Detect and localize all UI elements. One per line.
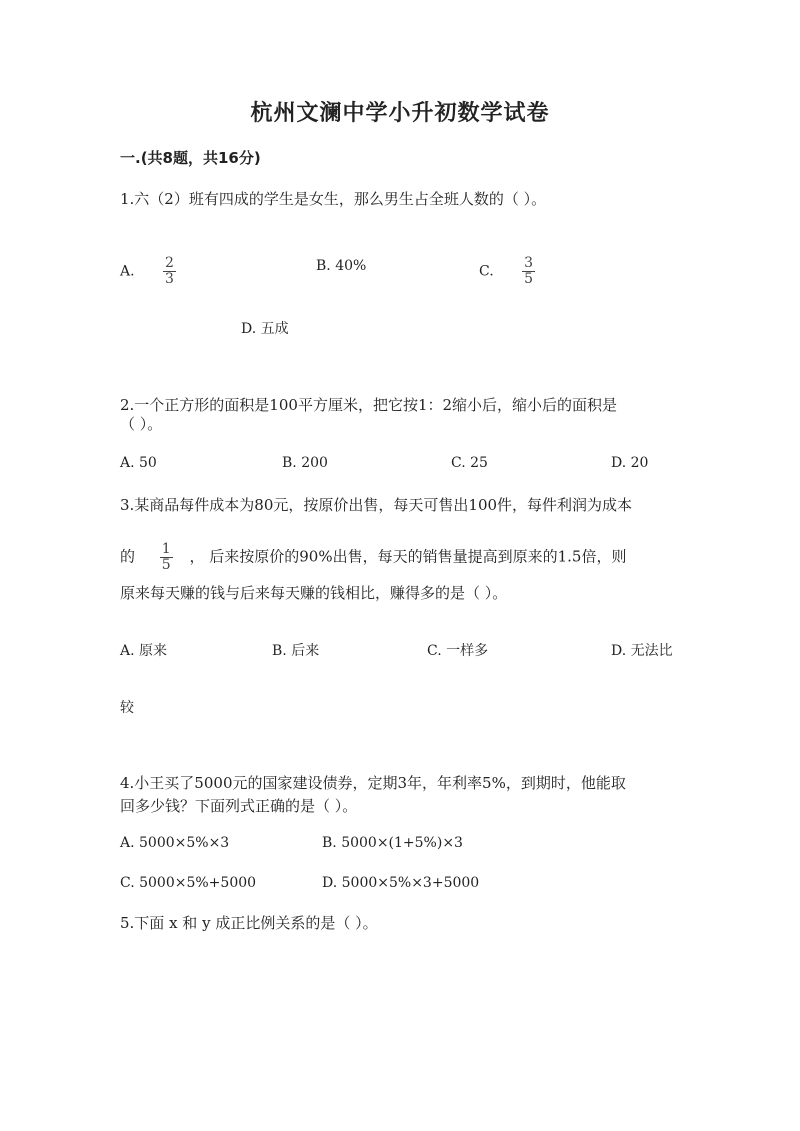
- q3-option-b[interactable]: B. 后来: [272, 643, 320, 659]
- q4-option-c[interactable]: C. 5000×5%+5000: [120, 875, 257, 891]
- section-header: 一.(共8题，共16分): [120, 149, 261, 167]
- q1-option-c-fraction: [522, 256, 535, 287]
- q3-option-d-continuation: 较: [120, 700, 134, 716]
- fraction-numerator: 2: [165, 255, 174, 271]
- q1-option-a-label: A.: [120, 263, 135, 280]
- question-3-text-line3: 原来每天赚的钱与后来每天赚的钱相比，赚得多的是（ ）。: [120, 584, 508, 602]
- q2-option-a[interactable]: A. 50: [120, 455, 157, 471]
- q2-option-b[interactable]: B. 200: [282, 455, 328, 471]
- question-1-text: 1.六（2）班有四成的学生是女生，那么男生占全班人数的（ ）。: [120, 190, 547, 208]
- page-title: 杭州文澜中学小升初数学试卷: [250, 100, 550, 126]
- question-3-text-line1: 3.某商品每件成本为80元，按原价出售，每天可售出100件，每件利润为成本: [120, 496, 633, 514]
- q1-option-c[interactable]: [479, 256, 535, 287]
- fraction-denominator: 5: [161, 557, 171, 573]
- q3-option-a[interactable]: A. 原来: [120, 643, 168, 659]
- q3-line2-suffix: ， 后来按原价的90%出售，每天的销售量提高到原来的1.5倍，则: [189, 547, 627, 566]
- question-5-text: 5.下面 x 和 y 成正比例关系的是（ ）。: [120, 914, 378, 932]
- question-3-text-line2: [120, 542, 626, 573]
- q3-fraction: [160, 542, 173, 573]
- q2-option-d[interactable]: D. 20: [611, 455, 649, 471]
- fraction-denominator: 5: [524, 271, 534, 287]
- fraction-numerator: 3: [524, 255, 534, 271]
- q1-option-b[interactable]: B. 40%: [316, 258, 367, 274]
- question-4-text-line1: 4.小王买了5000元的国家建设债券，定期3年，年利率5%，到期时，他能取: [120, 774, 626, 792]
- q2-option-c[interactable]: C. 25: [451, 455, 488, 471]
- q3-option-c[interactable]: C. 一样多: [427, 643, 489, 659]
- question-2-text-line1: 2.一个正方形的面积是100平方厘米，把它按1：2缩小后，缩小后的面积是: [120, 396, 618, 414]
- q1-option-a[interactable]: [120, 256, 176, 287]
- q1-option-d[interactable]: D. 五成: [241, 321, 289, 337]
- question-2-text-line2: （ ）。: [120, 415, 163, 433]
- q3-option-d[interactable]: D. 无法比: [611, 643, 673, 659]
- q3-line2-prefix: 的: [120, 547, 136, 566]
- q4-option-b[interactable]: B. 5000×(1+5%)×3: [322, 835, 463, 851]
- question-4-text-line2: 回多少钱？下面列式正确的是（ ）。: [120, 797, 358, 815]
- fraction-numerator: 1: [161, 541, 171, 557]
- q4-option-d[interactable]: D. 5000×5%×3+5000: [322, 875, 480, 891]
- q4-option-a[interactable]: A. 5000×5%×3: [120, 835, 230, 851]
- fraction-denominator: 3: [165, 271, 174, 287]
- q1-option-c-label: C.: [479, 263, 494, 280]
- q1-option-a-fraction: [163, 256, 176, 287]
